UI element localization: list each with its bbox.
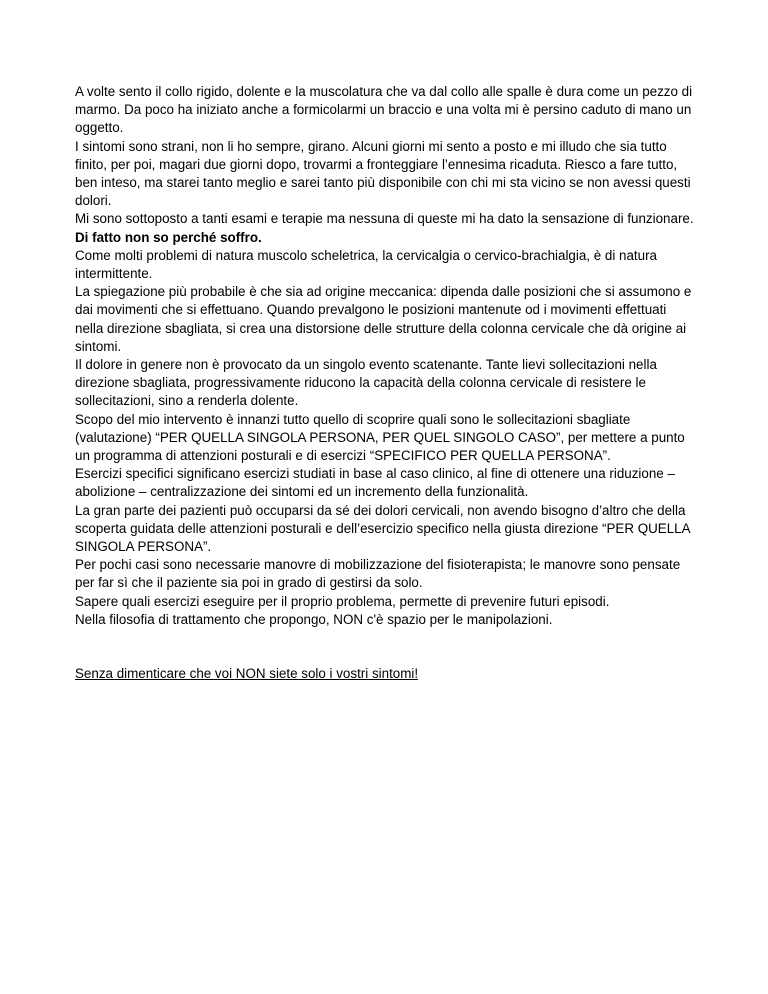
paragraph-intervention-goal: Scopo del mio intervento è innanzi tutto quello di scoprire quali sono le sollecitazioni sbagliate (valutazione) “PER QUELLA SINGOLA PERSONA, PER QUEL SINGOLO CASO”, per mettere a punto un programma di attenzioni posturali e di esercizi “SPECIFICO PER QUELLA PERSONA”. [75, 411, 685, 464]
paragraph-pain-cause: Il dolore in genere non è provocato da un singolo evento scatenante. Tante lievi sollecitazioni nella direzione sbagliata, progressivamente riducono la capacità della colonna cervicale di resistere le sollecitazioni, sino a renderla dolente. [75, 357, 657, 409]
paragraph-why-suffer: Di fatto non so perché soffro. [75, 229, 262, 245]
closing-statement: Senza dimenticare che voi NON siete solo i vostri sintomi! [75, 666, 419, 682]
paragraph-specific-exercises: Esercizi specifici significano esercizi studiati in base al caso clinico, al fine di ottenere una riduzione – abolizione – centralizzazione dei sintomi ed un incremento della funzionalità. [75, 466, 675, 500]
paragraph-spacer [75, 629, 695, 665]
paragraph-mobilization: Per pochi casi sono necessarie manovre di mobilizzazione del fisioterapista; le manovre sono pensate per far sì che il paziente sia poi in grado di gestirsi da solo. [75, 557, 681, 591]
paragraph-prevention: Sapere quali esercizi eseguire per il proprio problema, permette di prevenire futuri episodi. [75, 593, 610, 609]
document-body [75, 83, 695, 683]
paragraph-self-management: La gran parte dei pazienti può occuparsi da sé dei dolori cervicali, non avendo bisogno d’altro che della scoperta guidata delle attenzioni posturali e dell’esercizio specifico nella giusta direzione “PER QUELLA SINGOLA PERSONA”. [75, 502, 690, 555]
paragraph-no-manipulation: Nella filosofia di trattamento che propongo, NON c'è spazio per le manipolazioni. [75, 611, 553, 627]
paragraph-exams-therapies: Mi sono sottoposto a tanti esami e terapie ma nessuna di queste mi ha dato la sensazione di funzionare. [75, 211, 694, 227]
paragraph-symptoms-neck: A volte sento il collo rigido, dolente e la muscolatura che va dal collo alle spalle è dura come un pezzo di marmo. Da poco ha iniziato anche a formicolarmi un braccio e una volta mi è persino caduto di mano un oggetto. [75, 84, 693, 136]
paragraph-mechanical-origin: La spiegazione più probabile è che sia ad origine meccanica: dipenda dalle posizioni che si assumono e dai movimenti che si effettuano. Quando prevalgono le posizioni mantenute od i movimenti effettuati nella direzione sbagliata, si crea una distorsione delle strutture della colonna cervicale che dà origine ai sintomi. [75, 284, 692, 354]
paragraph-symptoms-intermittent: I sintomi sono strani, non li ho sempre, girano. Alcuni giorni mi sento a posto e mi illudo che sia tutto finito, per poi, magari due giorni dopo, trovarmi a fronteggiare l’ennesima ricaduta. Riesco a fare tutto, ben inteso, ma starei tanto meglio e sarei tanto più disponibile con chi mi sta vicino se non avessi questi dolori. [75, 138, 691, 209]
paragraph-intermittent-nature: Come molti problemi di natura muscolo scheletrica, la cervicalgia o cervico-brachialgia, è di natura intermittente. [75, 247, 658, 282]
